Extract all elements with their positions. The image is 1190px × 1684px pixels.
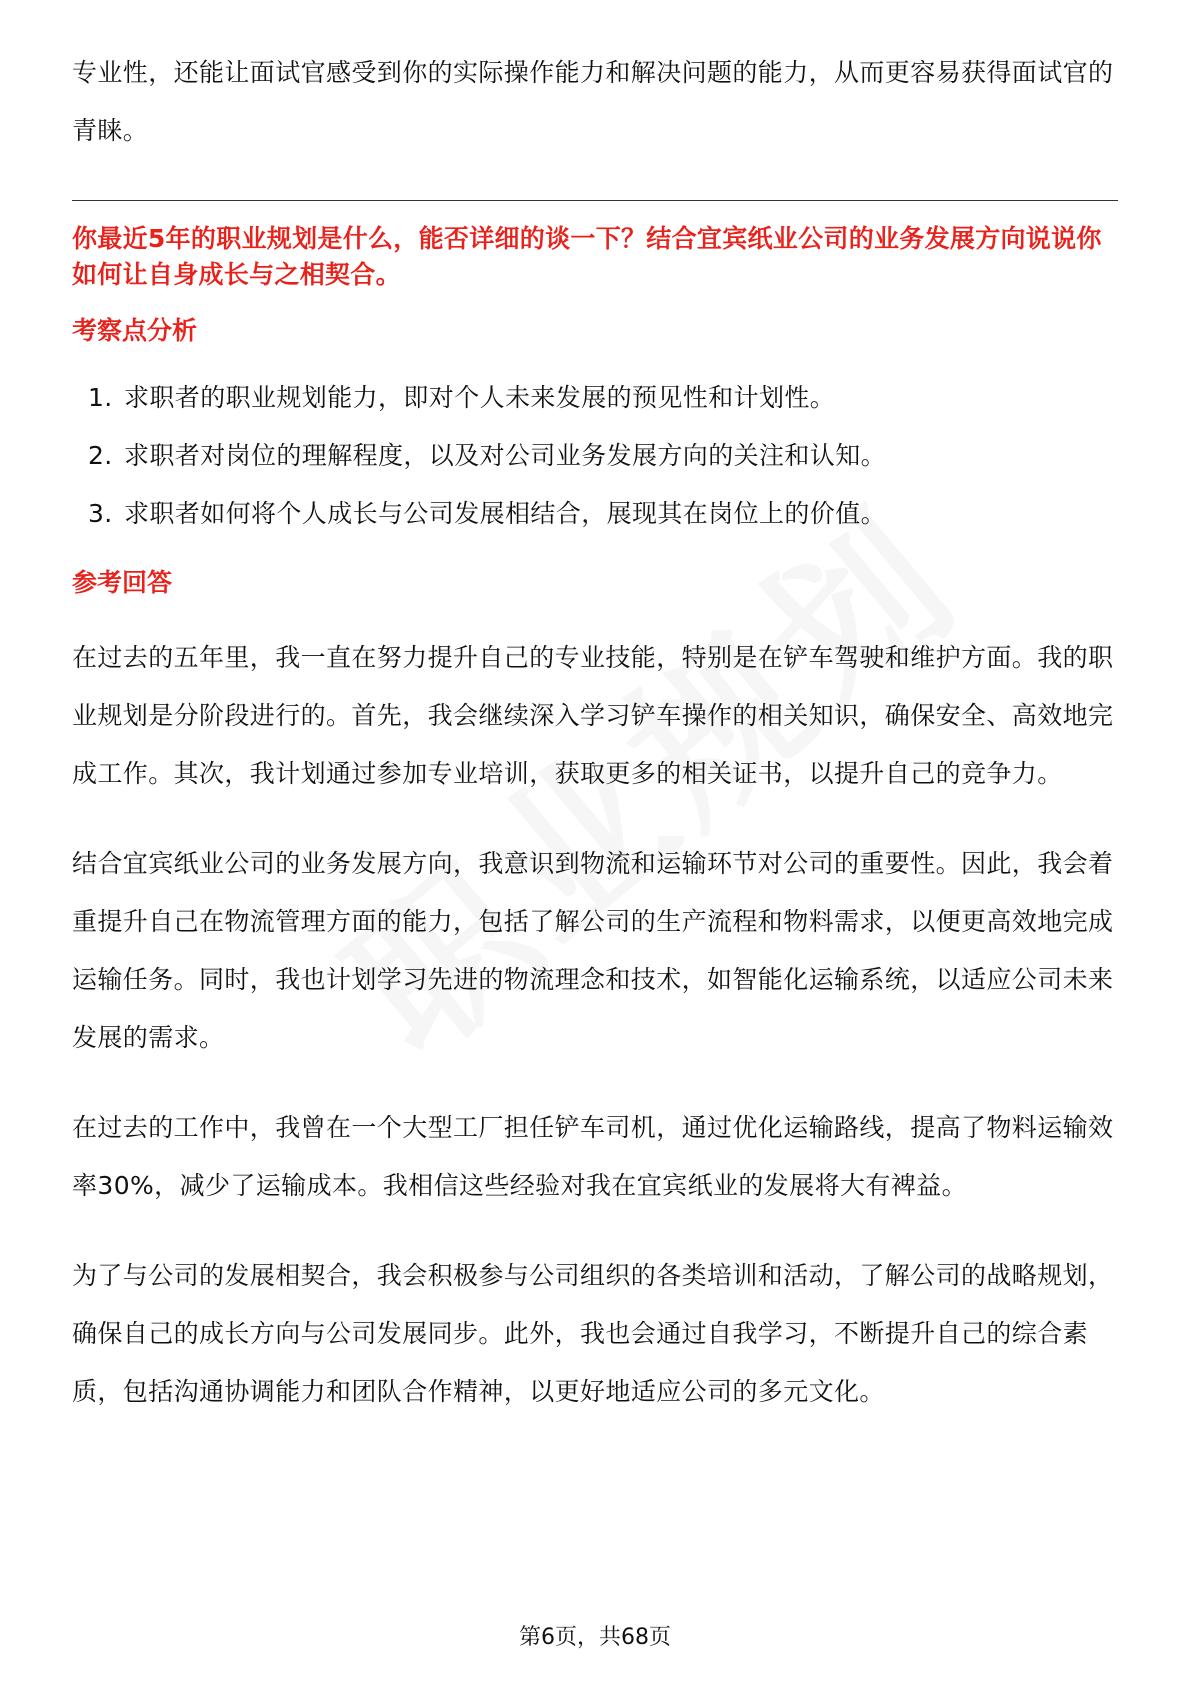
point-text: 求职者的职业规划能力，即对个人未来发展的预见性和计划性。 bbox=[124, 383, 836, 412]
point-number: 1. bbox=[88, 383, 113, 412]
analysis-point bbox=[72, 427, 1118, 485]
point-text: 求职者对岗位的理解程度，以及对公司业务发展方向的关注和认知。 bbox=[124, 441, 887, 470]
answer-paragraph: 在过去的工作中，我曾在一个大型工厂担任铲车司机，通过优化运输路线，提高了物料运输效率30%，减少了运输成本。我相信这些经验对我在宜宾纸业的发展将大有裨益。 bbox=[72, 1113, 1114, 1200]
analysis-point bbox=[72, 369, 1118, 427]
point-text: 求职者如何将个人成长与公司发展相结合，展现其在岗位上的价值。 bbox=[124, 499, 887, 528]
answer-title: 参考回答 bbox=[72, 568, 173, 597]
analysis-points-list bbox=[72, 369, 1118, 543]
intro-paragraph: 专业性，还能让面试官感受到你的实际操作能力和解决问题的能力，从而更容易获得面试官的青睐。 bbox=[72, 58, 1114, 145]
question-heading: 你最近5年的职业规划是什么，能否详细的谈一下？结合宜宾纸业公司的业务发展方向说说你如何让自身成长与之相契合。 bbox=[72, 224, 1102, 289]
answer-paragraph: 为了与公司的发展相契合，我会积极参与公司组织的各类培训和活动，了解公司的战略规划，确保自己的成长方向与公司发展同步。此外，我也会通过自我学习，不断提升自己的综合素质，包括沟通协调能力和团队合作精神，以更好地适应公司的多元文化。 bbox=[72, 1261, 1114, 1406]
page-content bbox=[72, 44, 1118, 1421]
answer-paragraph: 结合宜宾纸业公司的业务发展方向，我意识到物流和运输环节对公司的重要性。因此，我会着重提升自己在物流管理方面的能力，包括了解公司的生产流程和物料需求，以便更高效地完成运输任务。同时，我也计划学习先进的物流理念和技术，如智能化运输系统，以适应公司未来发展的需求。 bbox=[72, 849, 1114, 1052]
analysis-title: 考察点分析 bbox=[72, 316, 198, 345]
section-divider bbox=[72, 200, 1118, 201]
analysis-point bbox=[72, 485, 1118, 543]
point-number: 2. bbox=[88, 441, 113, 470]
answer-paragraph: 在过去的五年里，我一直在努力提升自己的专业技能，特别是在铲车驾驶和维护方面。我的职业规划是分阶段进行的。首先，我会继续深入学习铲车操作的相关知识，确保安全、高效地完成工作。其次，我计划通过参加专业培训，获取更多的相关证书，以提升自己的竞争力。 bbox=[72, 643, 1114, 788]
point-number: 3. bbox=[88, 499, 113, 528]
answer-body bbox=[72, 629, 1118, 1421]
page-number: 第6页，共68页 bbox=[519, 1625, 671, 1650]
